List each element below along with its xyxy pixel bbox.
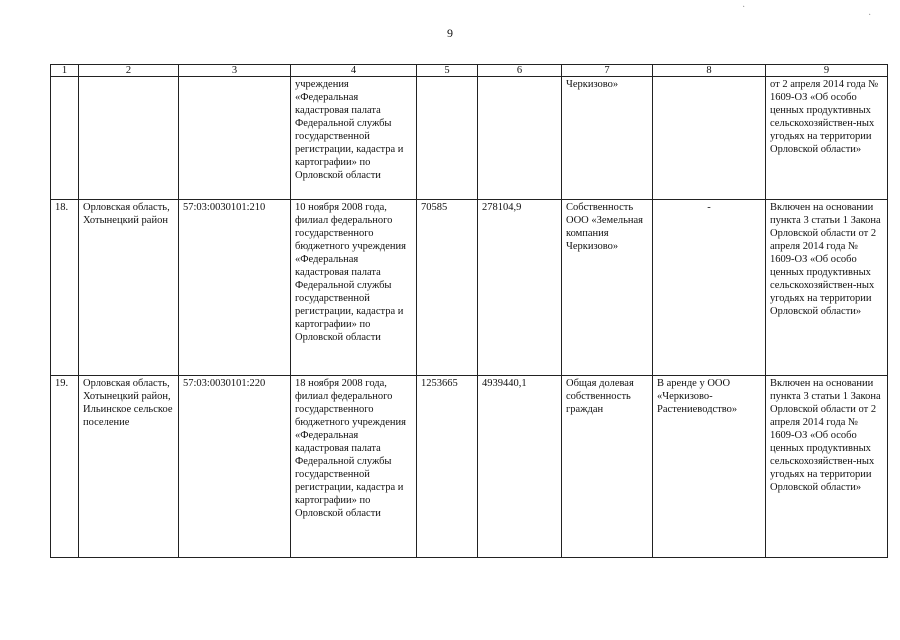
column-header: 7 — [562, 65, 653, 77]
scan-speck: · — [868, 10, 872, 21]
column-number-row — [51, 65, 888, 77]
table-row — [51, 376, 888, 558]
column-header: 8 — [653, 65, 766, 77]
row-number-cell: 18. — [51, 200, 79, 376]
registration-cell: 10 ноября 2008 года, филиал федерального государственного бюджетного учреждения «Федеральная кадастровая палата Федеральной службы государственной регистрации, кадастра и картографии» по Орловской области — [291, 200, 417, 376]
column-header: 9 — [766, 65, 888, 77]
table-row — [51, 200, 888, 376]
column-header: 4 — [291, 65, 417, 77]
ownership-cell: Общая долевая собственность граждан — [562, 376, 653, 558]
column-header: 6 — [478, 65, 562, 77]
encumbrance-cell — [653, 77, 766, 200]
value-cell: 278104,9 — [478, 200, 562, 376]
basis-cell: Включен на основании пункта 3 статьи 1 Закона Орловской области от 2 апреля 2014 года № 1609-ОЗ «Об особо ценных продуктивных сельскохозяйствен-ных угодьях на территории Орловской области» — [766, 376, 888, 558]
location-cell — [79, 77, 179, 200]
encumbrance-cell: В аренде у ООО «Черкизово-Растениеводство» — [653, 376, 766, 558]
column-header: 1 — [51, 65, 79, 77]
column-header: 3 — [179, 65, 291, 77]
value-cell — [478, 77, 562, 200]
table-row — [51, 77, 888, 200]
cadastral-number-cell — [179, 77, 291, 200]
area-cell — [417, 77, 478, 200]
area-cell: 70585 — [417, 200, 478, 376]
basis-cell: Включен на основании пункта 3 статьи 1 Закона Орловской области от 2 апреля 2014 года № 1609-ОЗ «Об особо ценных продуктивных сельскохозяйствен-ных угодьях на территории Орловской области» — [766, 200, 888, 376]
row-number-cell: 19. — [51, 376, 79, 558]
cadastral-number-cell: 57:03:0030101:220 — [179, 376, 291, 558]
cadastral-number-cell: 57:03:0030101:210 — [179, 200, 291, 376]
registration-cell: 18 ноября 2008 года, филиал федерального государственного бюджетного учреждения «Федеральная кадастровая палата Федеральной службы государственной регистрации, кадастра и картографии» по Орловской области — [291, 376, 417, 558]
column-header: 5 — [417, 65, 478, 77]
basis-cell: от 2 апреля 2014 года № 1609-ОЗ «Об особо ценных продуктивных сельскохозяйствен-ных угодьях на территории Орловской области» — [766, 77, 888, 200]
ownership-cell: Собственность ООО «Земельная компания Черкизово» — [562, 200, 653, 376]
scan-speck: · — [742, 2, 746, 13]
value-cell: 4939440,1 — [478, 376, 562, 558]
ownership-cell: Черкизово» — [562, 77, 653, 200]
location-cell: Орловская область, Хотынецкий район, Ильинское сельское поселение — [79, 376, 179, 558]
row-number-cell — [51, 77, 79, 200]
area-cell: 1253665 — [417, 376, 478, 558]
registration-cell: учреждения «Федеральная кадастровая палата Федеральной службы государственной регистрации, кадастра и картографии» по Орловской области — [291, 77, 417, 200]
encumbrance-cell: - — [653, 200, 766, 376]
location-cell: Орловская область, Хотынецкий район — [79, 200, 179, 376]
column-header: 2 — [79, 65, 179, 77]
page-number: 9 — [447, 26, 453, 40]
land-registry-table — [50, 64, 888, 558]
